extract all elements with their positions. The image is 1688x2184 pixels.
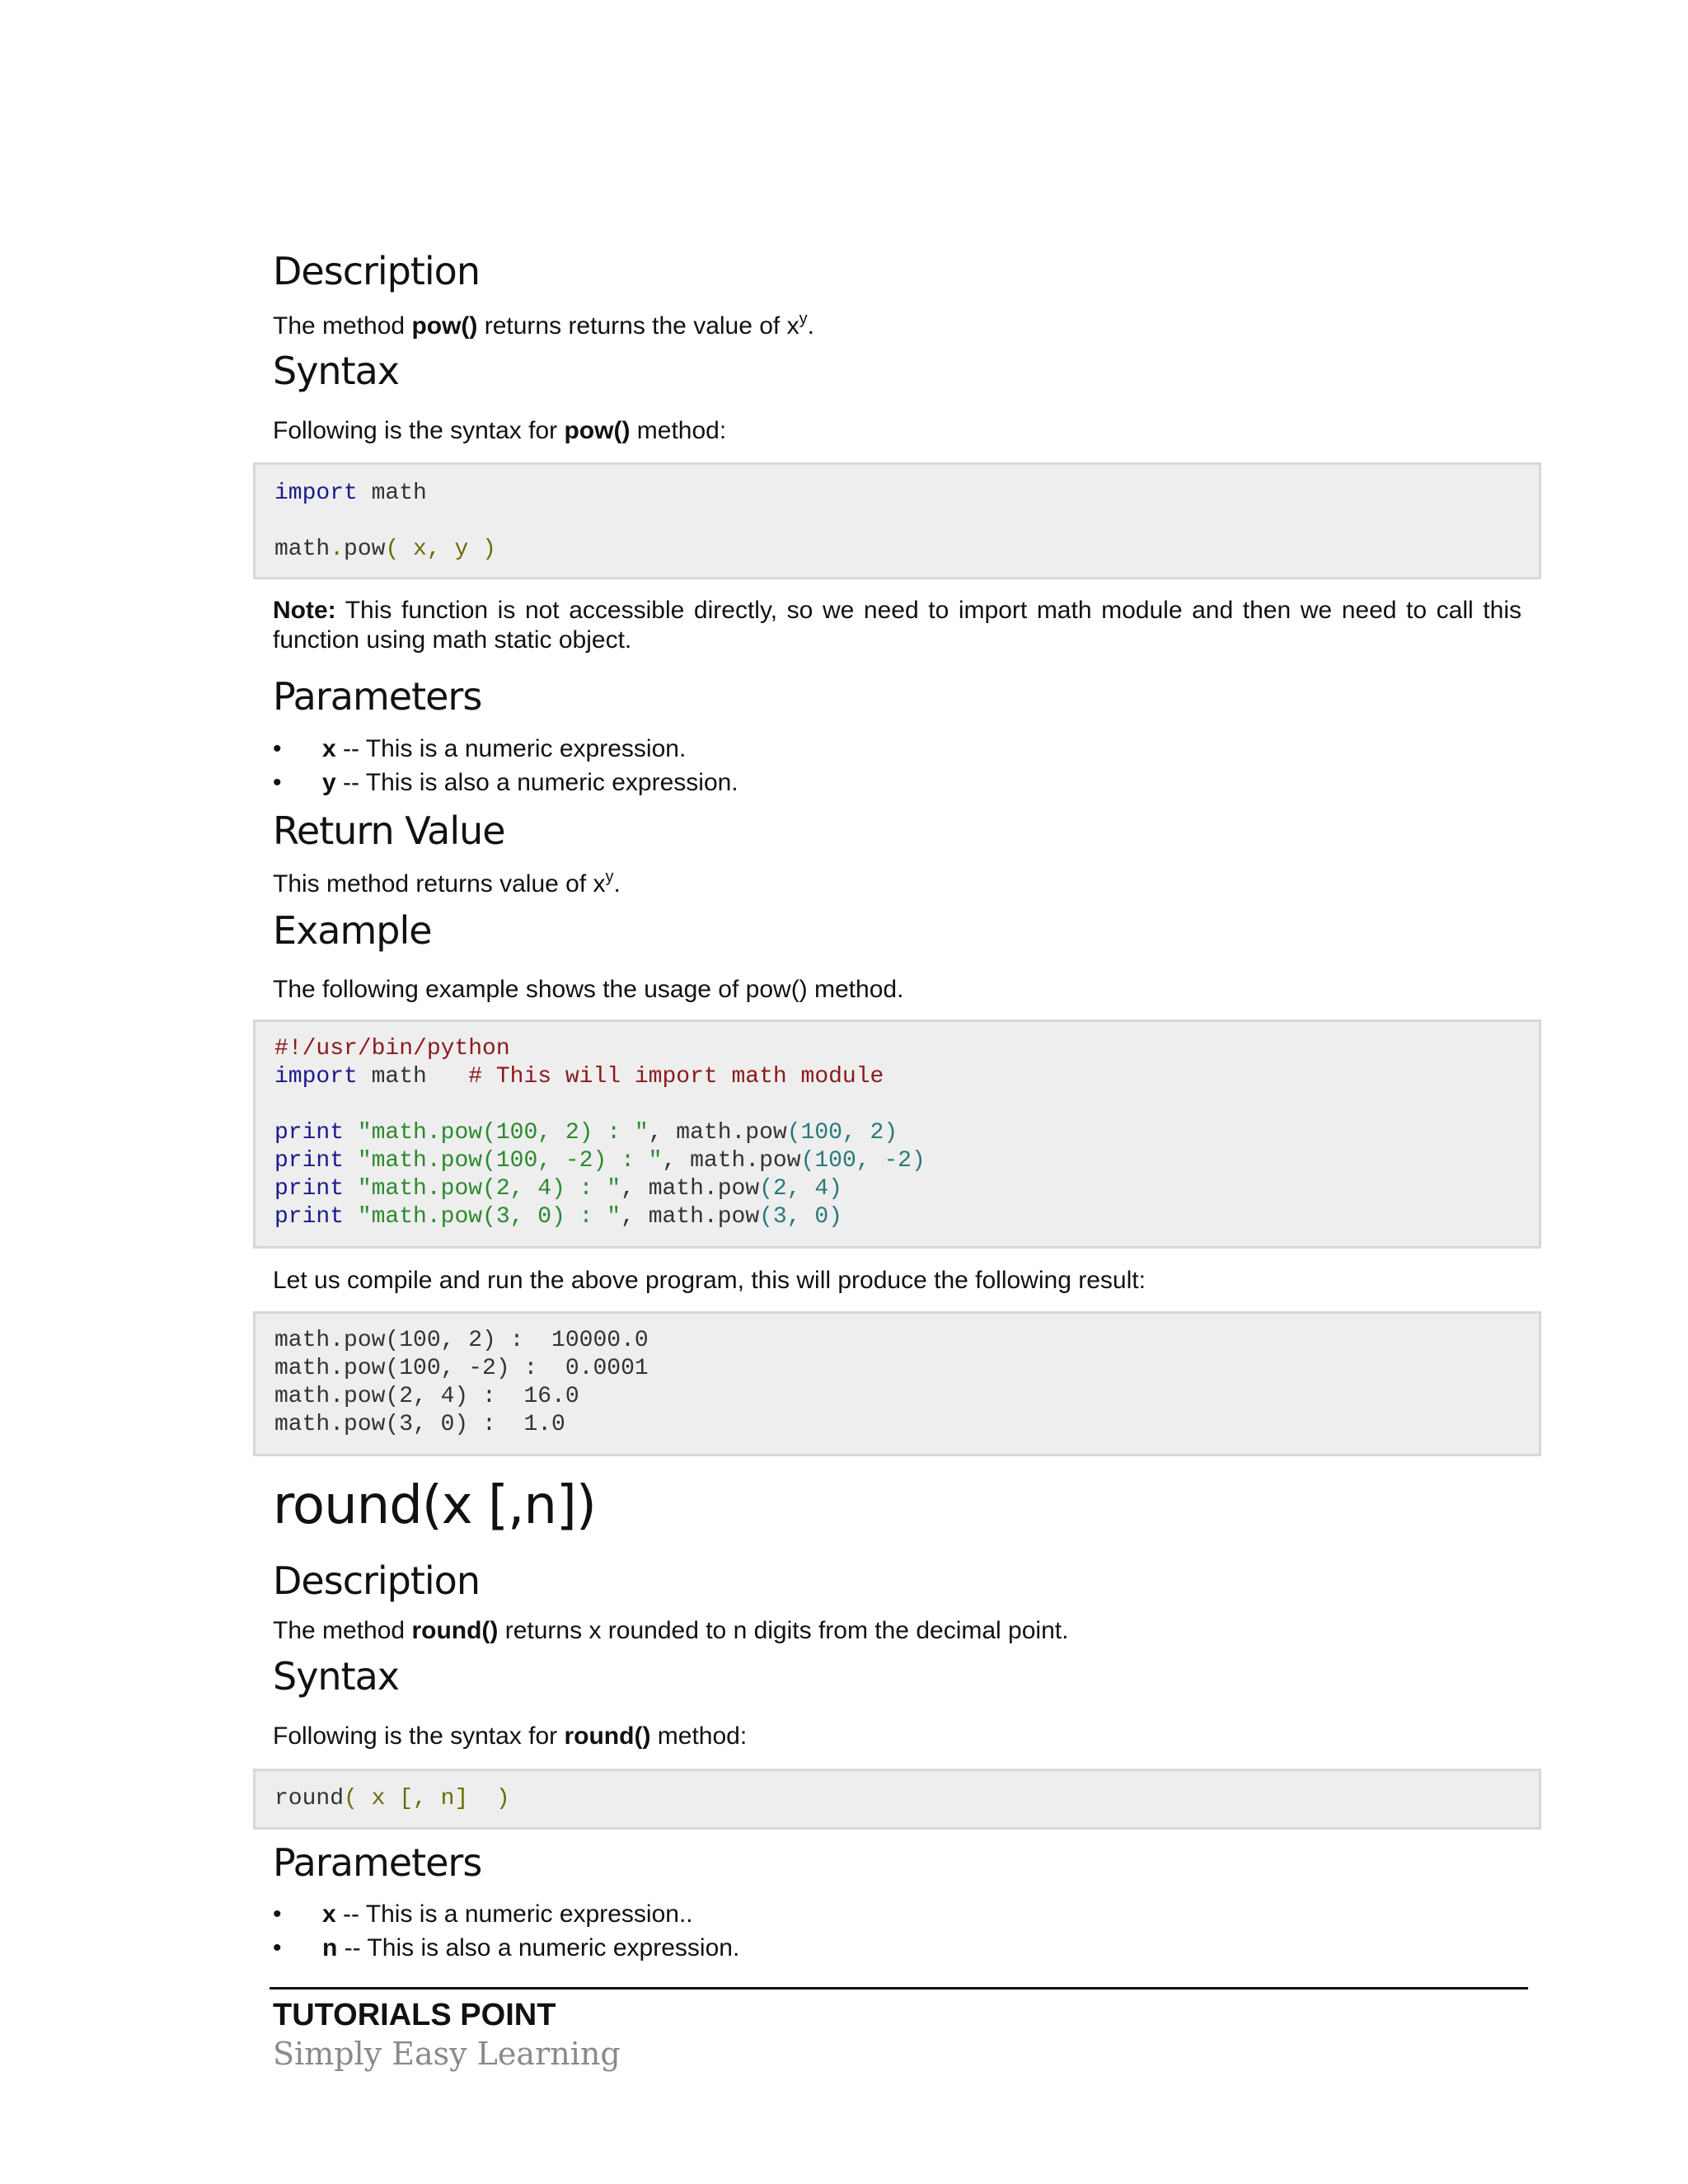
output-line: math.pow(2, 4) : 16.0 (274, 1384, 579, 1409)
pow-example-code-block (253, 1019, 1541, 1249)
round-syntax-heading: Syntax (273, 1654, 400, 1699)
footer-divider (270, 1987, 1528, 1990)
round-title: round(x [,n]) (273, 1475, 596, 1536)
round-syntax-intro: Following is the syntax for round() method: (273, 1722, 748, 1750)
footer-subtitle: Simply Easy Learning (273, 2036, 621, 2072)
pow-syntax-code-block (253, 462, 1541, 579)
output-line: math.pow(100, 2) : 10000.0 (274, 1328, 649, 1353)
footer-title: TUTORIALS POINT (273, 1998, 556, 2032)
pow-syntax-intro: Following is the syntax for pow() method: (273, 417, 727, 444)
round-description-heading: Description (273, 1558, 480, 1603)
code-line: #!/usr/bin/python (274, 1036, 510, 1062)
code-line: round( x [, n] ) (274, 1786, 510, 1811)
code-line: import math (274, 480, 427, 506)
code-line: math.pow( x, y ) (274, 537, 496, 562)
code-line: print "math.pow(100, -2) : ", math.pow(100, -2) (274, 1148, 926, 1174)
pow-description-text: The method pow() returns returns the value of $x^y$. (273, 310, 814, 340)
code-line: import math # This will import math module (274, 1064, 884, 1090)
pow-note: Note: This function is not accessible directly, so we need to import math module and then we need to call this function using math static object. (273, 597, 1522, 654)
document-page: Description The method pow() returns returns the value of $x^y$. Syntax Following is the syntax for pow() method: import math math.pow( x, y ) Note: This function is not accessible directly, so we need to import math module and then we need to call this function using math static object. Parameters • x -- This is a numeric expression. • y -- This is also a numeric expression. Return Value This method returns value of $x^y$. Example The following example shows the usage of pow() method. #!/usr/bin/python import math # This will import math module print "math.pow(100, 2) : ", math.pow(100, 2) print "math.pow(100, -2) : ", math.pow(100, -2) print "math.pow(2, 4) : ", math.pow(2, 4) print "math.pow(3, 0) : ", math.pow(3, 0) Let us compile and run the above program, this will produce the following result: math.pow(100, 2) : 10000.0 math.pow(100, -2) : 0.0001 math.pow(2, 4) : 16.0 math.pow(3, 0) : 1.0 round(x [,n]) Description The method round() returns x rounded to n digits from the decimal point. Syntax Following is the syntax for round() method: round( x [, n] ) Parameters • x -- This is a numeric expression.. • n -- This is also a numeric expression. TUTORIALS POINT Simply Easy Learning (0, 0, 1688, 2184)
code-line: print "math.pow(3, 0) : ", math.pow(3, 0) (274, 1204, 842, 1230)
pow-syntax-heading: Syntax (273, 349, 400, 393)
round-description-text: The method round() returns x rounded to n digits from the decimal point. (273, 1617, 1069, 1644)
pow-parameters-heading: Parameters (273, 674, 482, 719)
code-line: print "math.pow(100, 2) : ", math.pow(100, 2) (274, 1120, 898, 1146)
pow-return-heading: Return Value (273, 808, 505, 853)
pow-example-heading: Example (273, 908, 432, 953)
output-line: math.pow(100, -2) : 0.0001 (274, 1356, 649, 1381)
pow-return-text: This method returns value of $x^y$. (273, 868, 621, 898)
pow-result-intro: Let us compile and run the above program, this will produce the following result: (273, 1267, 1146, 1294)
pow-output-block (253, 1311, 1541, 1456)
code-line: print "math.pow(2, 4) : ", math.pow(2, 4) (274, 1176, 842, 1202)
output-line: math.pow(3, 0) : 1.0 (274, 1412, 565, 1437)
pow-example-intro: The following example shows the usage of pow() method. (273, 976, 904, 1003)
round-parameters-heading: Parameters (273, 1840, 482, 1885)
pow-description-heading: Description (273, 249, 480, 293)
round-syntax-code-block (253, 1769, 1541, 1830)
